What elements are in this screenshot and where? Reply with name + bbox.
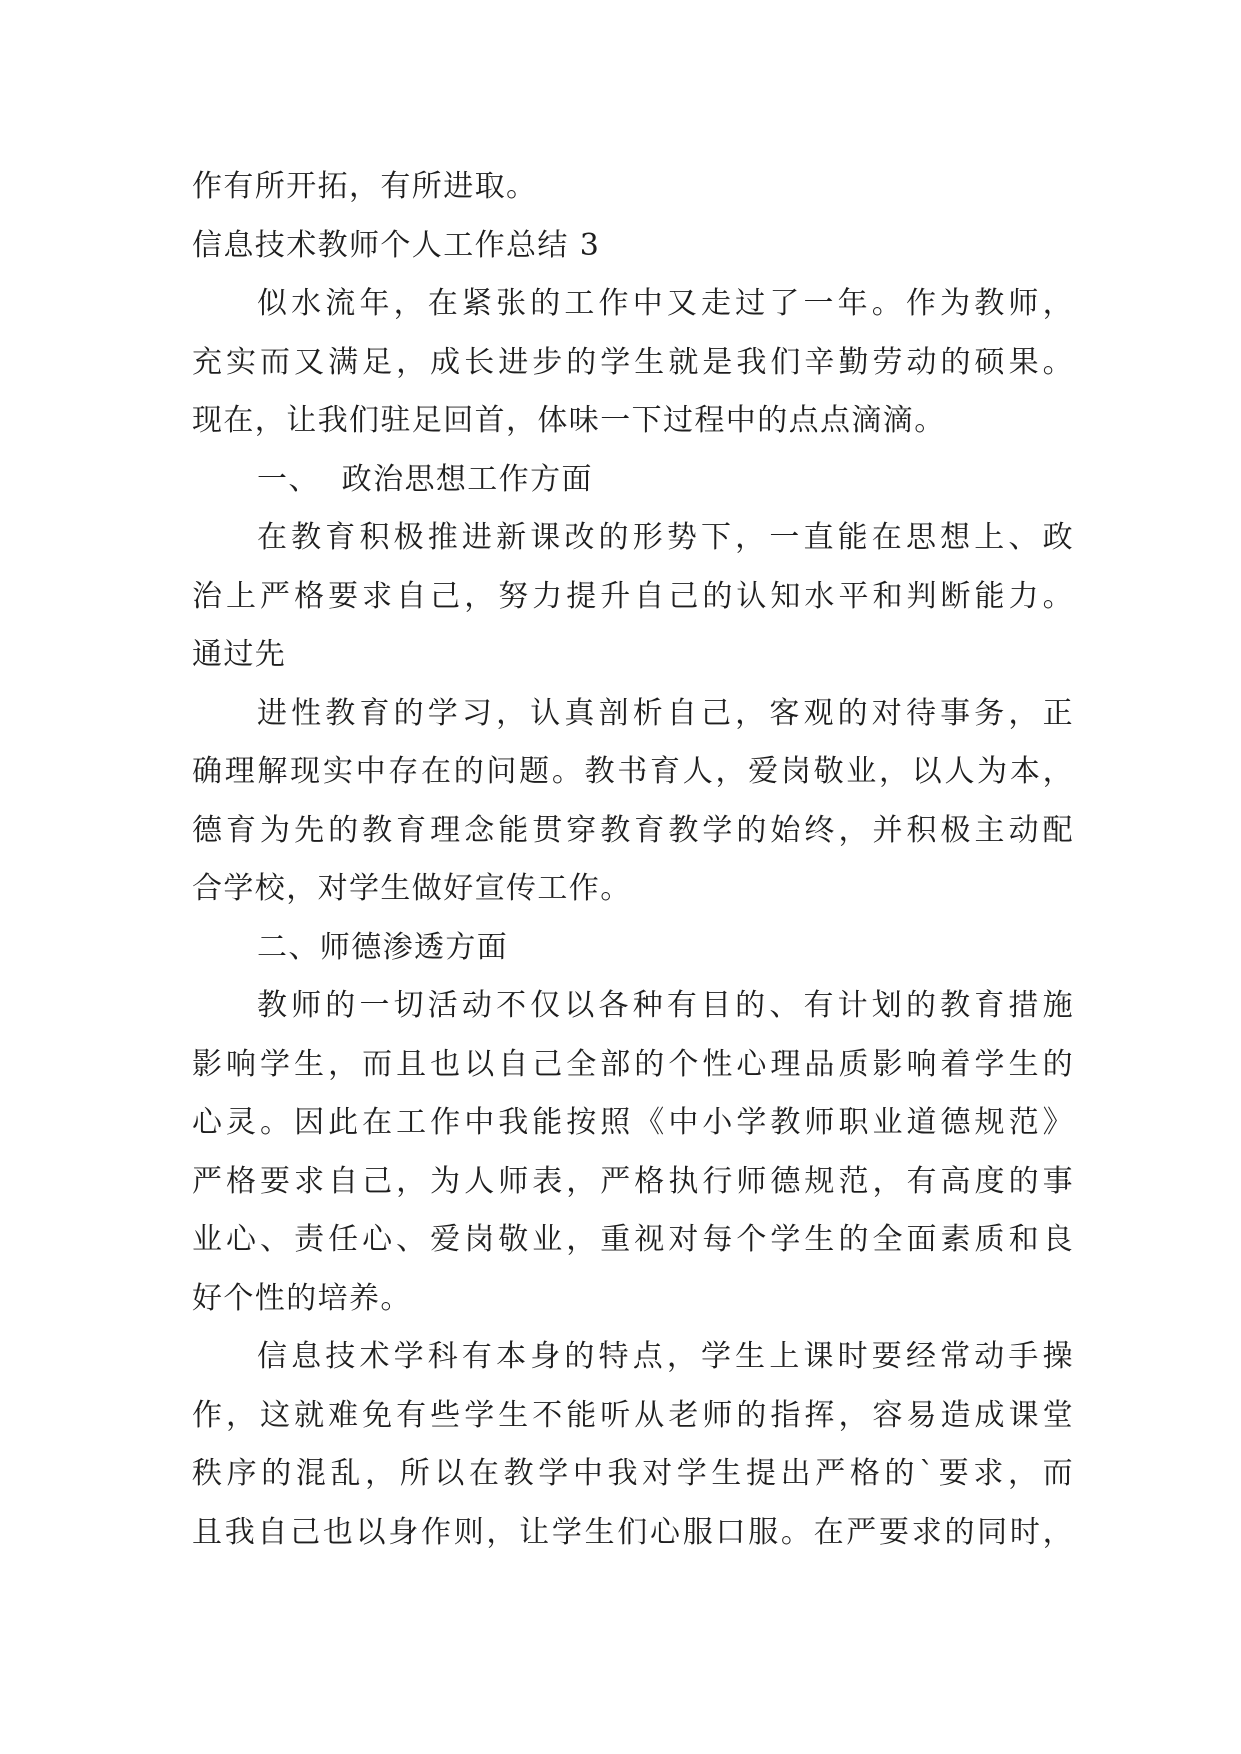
document-body [192, 158, 1074, 1562]
text-line: 影响学生，而且也以自己全部的个性心理品质影响着学生的 [192, 1046, 1074, 1082]
text-line: 现在，让我们驻足回首，体味一下过程中的点点滴滴。 [192, 403, 946, 438]
text-line: 似水流年，在紧张的工作中又走过了一年。作为教师， [257, 286, 1074, 321]
text-line: 且我自己也以身作则，让学生们心服口服。在严要求的同时， [192, 1514, 1074, 1550]
text-line: 心灵。因此在工作中我能按照《中小学教师职业道德规范》 [192, 1105, 1074, 1140]
text-line: 治上严格要求自己，努力提升自己的认知水平和判断能力。 [192, 578, 1074, 614]
text-line: 严格要求自己，为人师表，严格执行师德规范，有高度的事 [192, 1163, 1074, 1199]
text-line: 德育为先的教育理念能贯穿教育教学的始终，并积极主动配 [192, 812, 1074, 848]
text-line: 充实而又满足，成长进步的学生就是我们辛勤劳动的硕果。 [192, 344, 1074, 380]
text-line: 进性教育的学习，认真剖析自己，客观的对待事务，正 [257, 695, 1074, 731]
paragraph [192, 1328, 1074, 1562]
text-line: 作有所开拓，有所进取。 [192, 169, 538, 204]
text-line: 信息技术学科有本身的特点，学生上课时要经常动手操 [257, 1339, 1074, 1374]
paragraph [192, 509, 1074, 685]
section-heading-ethics: 二、师德渗透方面 [257, 929, 509, 965]
paragraph [192, 977, 1074, 1328]
text-line: 好个性的培养。 [192, 1280, 412, 1316]
document-title: 信息技术教师个人工作总结 3 [192, 227, 601, 263]
text-line: 合学校，对学生做好宣传工作。 [192, 871, 632, 906]
section-heading-political: 一、 政治思想工作方面 [257, 461, 593, 497]
text-line: 业心、责任心、爱岗敬业，重视对每个学生的全面素质和良 [192, 1222, 1074, 1257]
paragraph [192, 685, 1074, 919]
text-line: 确理解现实中存在的问题。教书育人，爱岗敬业，以人为本， [192, 754, 1074, 789]
text-line: 在教育积极推进新课改的形势下，一直能在思想上、政 [257, 520, 1074, 555]
continuation-paragraph [192, 158, 1074, 217]
text-line: 秩序的混乱，所以在教学中我对学生提出严格的`要求，而 [192, 1456, 1074, 1491]
intro-paragraph [192, 275, 1074, 451]
text-line: 作，这就难免有些学生不能听从老师的指挥，容易造成课堂 [192, 1397, 1074, 1433]
text-line: 教师的一切活动不仅以各种有目的、有计划的教育措施 [257, 988, 1074, 1023]
text-line: 通过先 [192, 637, 287, 672]
